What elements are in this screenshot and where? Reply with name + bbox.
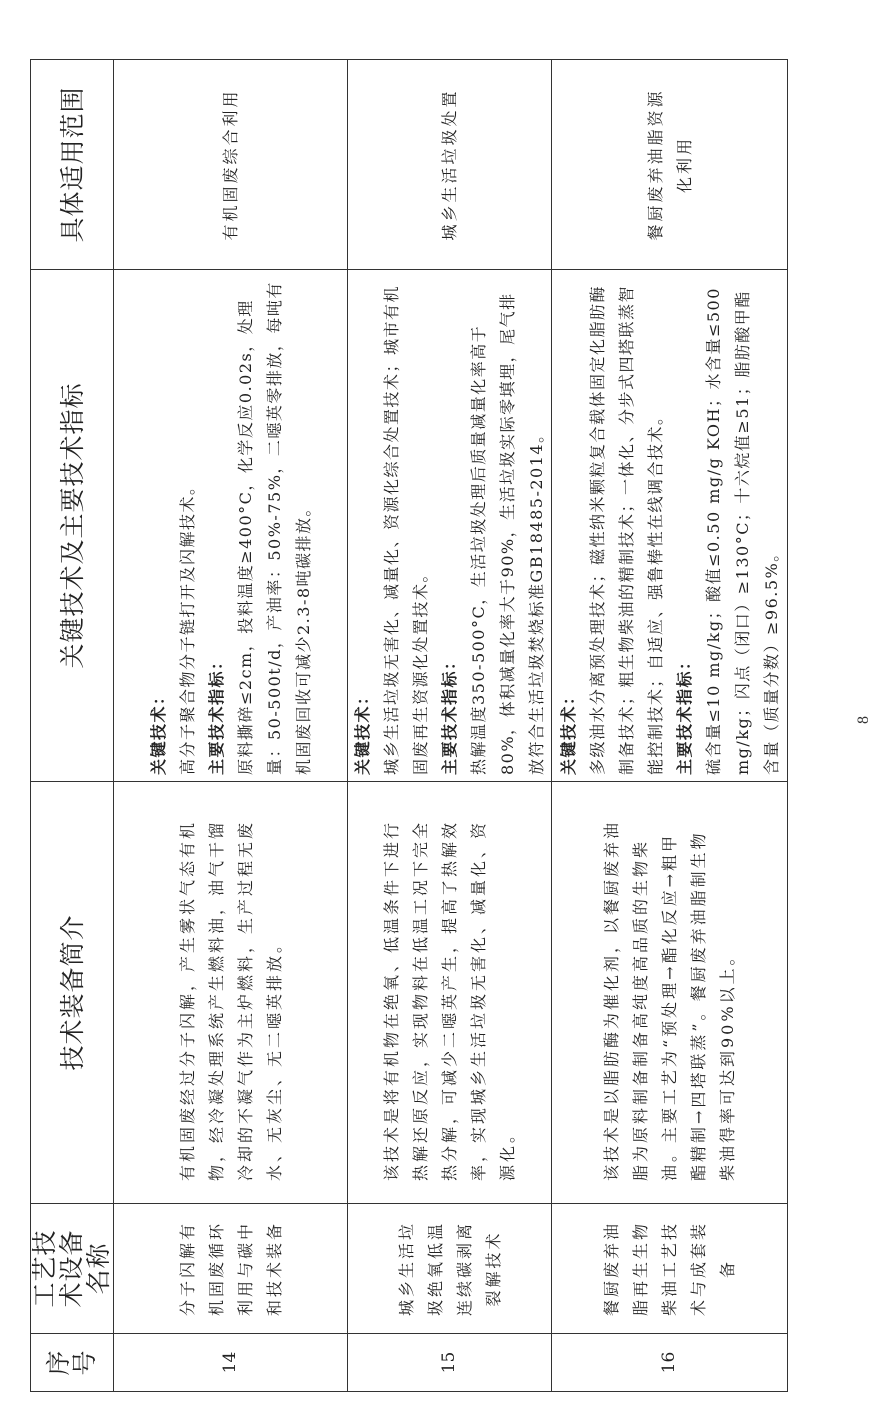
key-tech-label: 关键技术： [558,687,578,775]
technology-table [30,59,788,1392]
key-tech-label: 关键技术： [353,687,372,775]
table-row [552,60,788,1392]
table-row [348,60,552,1392]
key-tech-cell [552,270,788,782]
key-tech-text: 城乡生活垃圾无害化、减量化、资源化综合处置技术；城市有机固废再生资源化处置技术。 [382,284,430,775]
row-number: 14 [114,1334,348,1392]
spec-label: 主要技术指标： [674,652,694,775]
page-number: 8 [855,716,872,724]
spec-text: 热解温度350-500°C，生活垃圾处理后质量减量化率高于80%，体积减量化率大于90%，生活垃圾实际零填埋，尾气排放符合生活垃圾焚烧标准GB18485-2014。 [469,292,546,775]
scope: 城乡生活垃圾处置 [348,60,552,270]
key-tech-cell [114,270,348,782]
tech-name: 分子闪解有机固废循环利用与碳中和技术装备 [114,1204,348,1334]
header-intro: 技术装备简介 [31,782,114,1204]
tech-intro: 有机固废经过分子闪解，产生雾状气态有机物，经冷凝处理系统产生燃料油，油气干馏冷却的不凝气作为主炉燃料，生产过程无废水、无灰尘、无二噁英排放。 [114,782,348,1204]
tech-intro: 该技术是以脂肪酶为催化剂，以餐厨废弃油脂为原料制备制备高纯度高品质的生物柴油。主要工艺为“预处理→酯化反应→粗甲酯精制→四塔联蒸”。餐厨废弃油脂制生物柴油得率可达到90%以上。 [552,782,788,1204]
spec-text: 硫含量≤10 mg/kg；酸值≤0.50 mg/g KOH；水含量≤500 mg/kg；闪点（闭口）≥130°C；十六烷值≥51；脂肪酸甲酯含量（质量分数）≥96.5%。 [703,287,781,775]
table-row [114,60,348,1392]
key-tech-text: 高分子聚合物分子链打开及闪解技术。 [177,477,197,775]
scope: 餐厨废弃油脂资源化利用 [552,60,788,270]
spec-label: 主要技术指标： [440,652,459,775]
row-number: 15 [348,1334,552,1392]
header-row [31,60,114,1392]
tech-name: 城乡生活垃圾绝氧低温连续碳剥离裂解技术 [348,1204,552,1334]
key-tech-text: 多级油水分离预处理技术；磁性纳米颗粒复合载体固定化脂肪酶制备技术；粗生物柴油的精制技术；一体化、分步式四塔联蒸智能控制技术；自适应、强鲁棒性在线调合技术。 [587,284,665,775]
rotated-page [30,60,781,1392]
header-key: 关键技术及主要技术指标 [31,270,114,782]
header-seq: 序号 [31,1334,114,1392]
header-scope: 具体适用范围 [31,60,114,270]
row-number: 16 [552,1334,788,1392]
spec-text: 原料撕碎≤2cm，投料温度≥400°C，化学反应0.02s，处理量：50-500t/d，产油率：50%-75%，二噁英零排放，每吨有机固废回收可减少2.3-8吨碳排放。 [235,281,313,775]
header-name: 工艺技术设备名称 [31,1204,114,1334]
key-tech-cell [348,270,552,782]
scope: 有机固废综合利用 [114,60,348,270]
tech-intro: 该技术是将有机物在绝氧、低温条件下进行热解还原反应，实现物料在低温工况下完全热分解，可减少二噁英产生，提高了热解效率，实现城乡生活垃圾无害化、减量化、资源化。 [348,782,552,1204]
key-tech-label: 关键技术： [148,687,168,775]
spec-label: 主要技术指标： [206,652,226,775]
tech-name: 餐厨废弃油脂再生生物柴油工艺技术与成套装备 [552,1204,788,1334]
